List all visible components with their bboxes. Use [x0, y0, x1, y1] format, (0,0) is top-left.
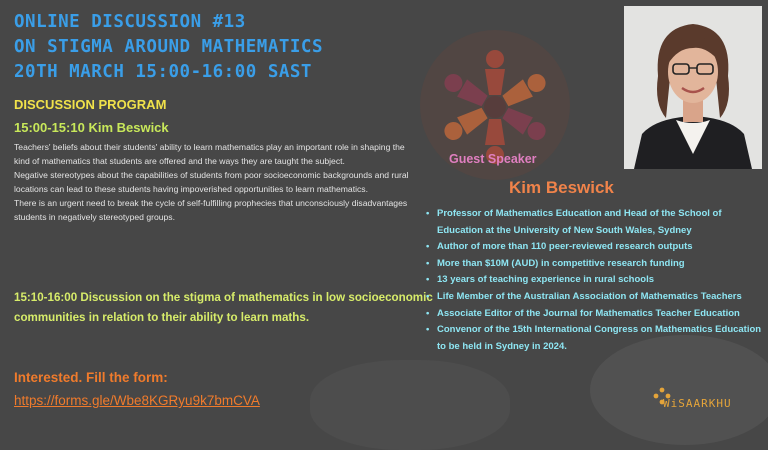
- description-paragraph: There is an urgent need to break the cycle of self-fulfilling prophecies that unconsciously disadvantages students in negatively stereotyped groups.: [14, 198, 408, 222]
- background-shape: [310, 360, 510, 450]
- title-line: ON STIGMA AROUND MATHEMATICS: [14, 37, 324, 57]
- title-line: ONLINE DISCUSSION #13: [14, 12, 246, 32]
- talk-description: [14, 140, 419, 224]
- organization-logo: WiSAARKHU: [663, 397, 732, 410]
- speaker-name: Kim Beswick: [509, 178, 614, 197]
- credential-item: • Author of more than 110 peer-reviewed research outputs: [424, 239, 764, 256]
- event-datetime: 20TH MARCH 15:00-16:00 SAST: [14, 62, 312, 82]
- credential-item: • Convenor of the 15th International Congress on Mathematics Education to be held in Sydney in 2024.: [424, 322, 764, 355]
- guest-speaker-label: Guest Speaker: [449, 152, 537, 166]
- description-paragraph: Teachers' beliefs about their students' ability to learn mathematics play an important role in shaping the kind of mathematics that students are offered and the ways they are taught the subject.: [14, 142, 405, 166]
- registration-form-link[interactable]: https://forms.gle/Wbe8KGRyu9k7bmCVA: [14, 393, 260, 408]
- program-heading: DISCUSSION PROGRAM: [14, 97, 167, 112]
- portrait-image: [624, 6, 762, 169]
- credential-item: • Associate Editor of the Journal for Mathematics Teacher Education: [424, 306, 764, 323]
- credential-item: • 13 years of teaching experience in rural schools: [424, 272, 764, 289]
- credential-item: • More than $10M (AUD) in competitive research funding: [424, 256, 764, 273]
- credential-item: • Professor of Mathematics Education and Head of the School of Education at the University of New South Wales, Sydney: [424, 206, 764, 239]
- speaker-credentials: [424, 206, 764, 355]
- credential-item: • Life Member of the Australian Association of Mathematics Teachers: [424, 289, 764, 306]
- speaker-photo: [624, 6, 762, 169]
- program-slot-heading: 15:00-15:10 Kim Beswick: [14, 120, 169, 135]
- description-paragraph: Negative stereotypes about the capabilities of students from poor socioeconomic backgrounds and rural locations can lead to these students having impoverished opportunities to learn mathematics.: [14, 170, 409, 194]
- event-title: [14, 10, 323, 85]
- discussion-slot: 15:10-16:00 Discussion on the stigma of mathematics in low socioeconomic communities in relation to their ability to learn maths.: [14, 291, 433, 324]
- cta-text: Interested. Fill the form:: [14, 370, 168, 385]
